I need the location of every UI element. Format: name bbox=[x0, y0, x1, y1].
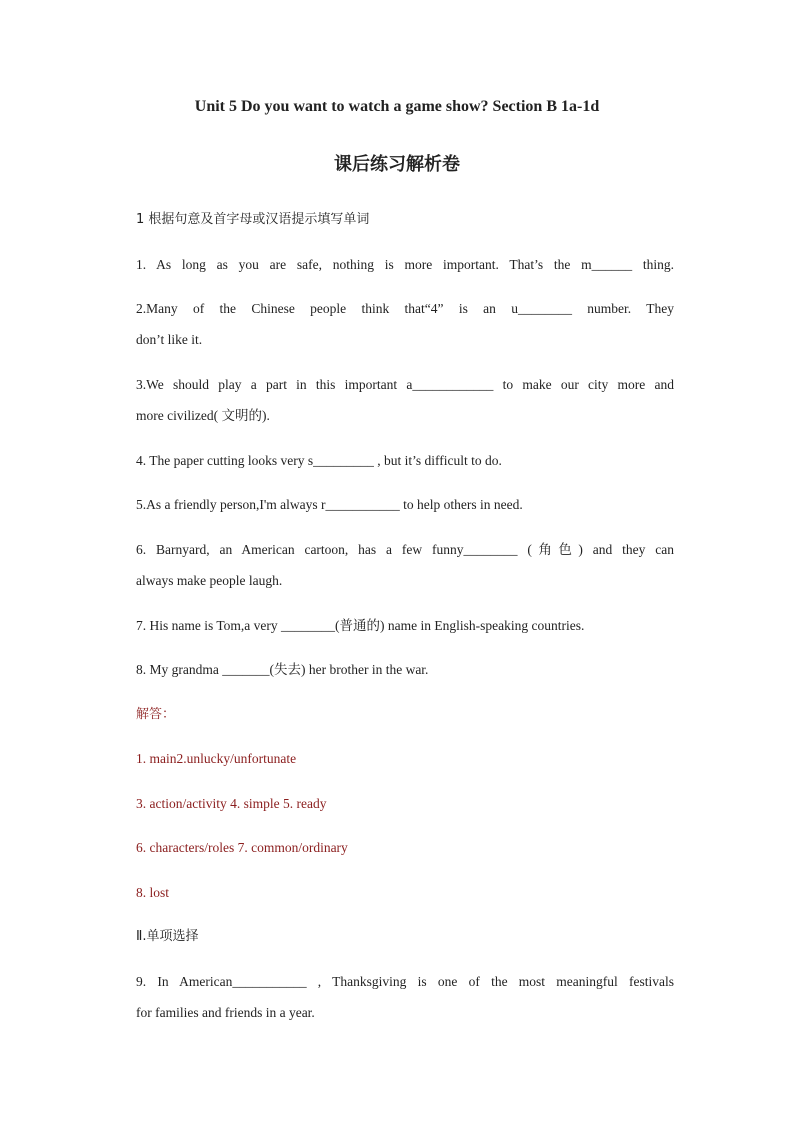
answer-line: 6. characters/roles 7. common/ordinary bbox=[136, 840, 348, 855]
answer-heading: 解答： bbox=[136, 707, 176, 722]
question-2-line-2: don’t like it. bbox=[136, 332, 203, 347]
question-4: 4. The paper cutting looks very s_________ , but it’s difficult to do. bbox=[136, 453, 502, 468]
question-6-line-2: always make people laugh. bbox=[136, 573, 283, 588]
answer-line: 1. main2.unlucky/unfortunate bbox=[136, 751, 297, 766]
question-9-line-1: 9. In American___________ , Thanksgiving is one of the most meaningful festivals bbox=[136, 974, 674, 989]
question-3-line-1: 3.We should play a part in this important a____________ to make our city more and bbox=[136, 377, 674, 392]
question-5: 5.As a friendly person,I'm always r___________ to help others in need. bbox=[136, 497, 523, 512]
answer-line: 8. lost bbox=[136, 885, 170, 900]
page-subtitle: 课后练习解析卷 bbox=[334, 154, 460, 175]
question-3-line-2: more civilized( 文明的). bbox=[136, 408, 270, 423]
page-title: Unit 5 Do you want to watch a game show? Section B 1a-1d bbox=[194, 98, 600, 115]
question-2-line-1: 2.Many of the Chinese people think that“4” is an u________ number. They bbox=[136, 301, 674, 316]
answer-line: 3. action/activity 4. simple 5. ready bbox=[136, 796, 327, 811]
section1-heading: 1 根据句意及首字母或汉语提示填写单词 bbox=[136, 212, 370, 227]
question-1: 1. As long as you are safe, nothing is more important. That’s the m______ thing. bbox=[136, 257, 674, 272]
question-6-line-1: 6. Barnyard, an American cartoon, has a few funny________ (角色) and they can bbox=[136, 542, 674, 557]
question-7: 7. His name is Tom,a very ________(普通的) name in English-speaking countries. bbox=[136, 618, 585, 633]
question-8: 8. My grandma _______(失去) her brother in the war. bbox=[136, 662, 429, 677]
section2-heading: Ⅱ.单项选择 bbox=[136, 929, 199, 944]
question-9-line-2: for families and friends in a year. bbox=[136, 1005, 315, 1020]
